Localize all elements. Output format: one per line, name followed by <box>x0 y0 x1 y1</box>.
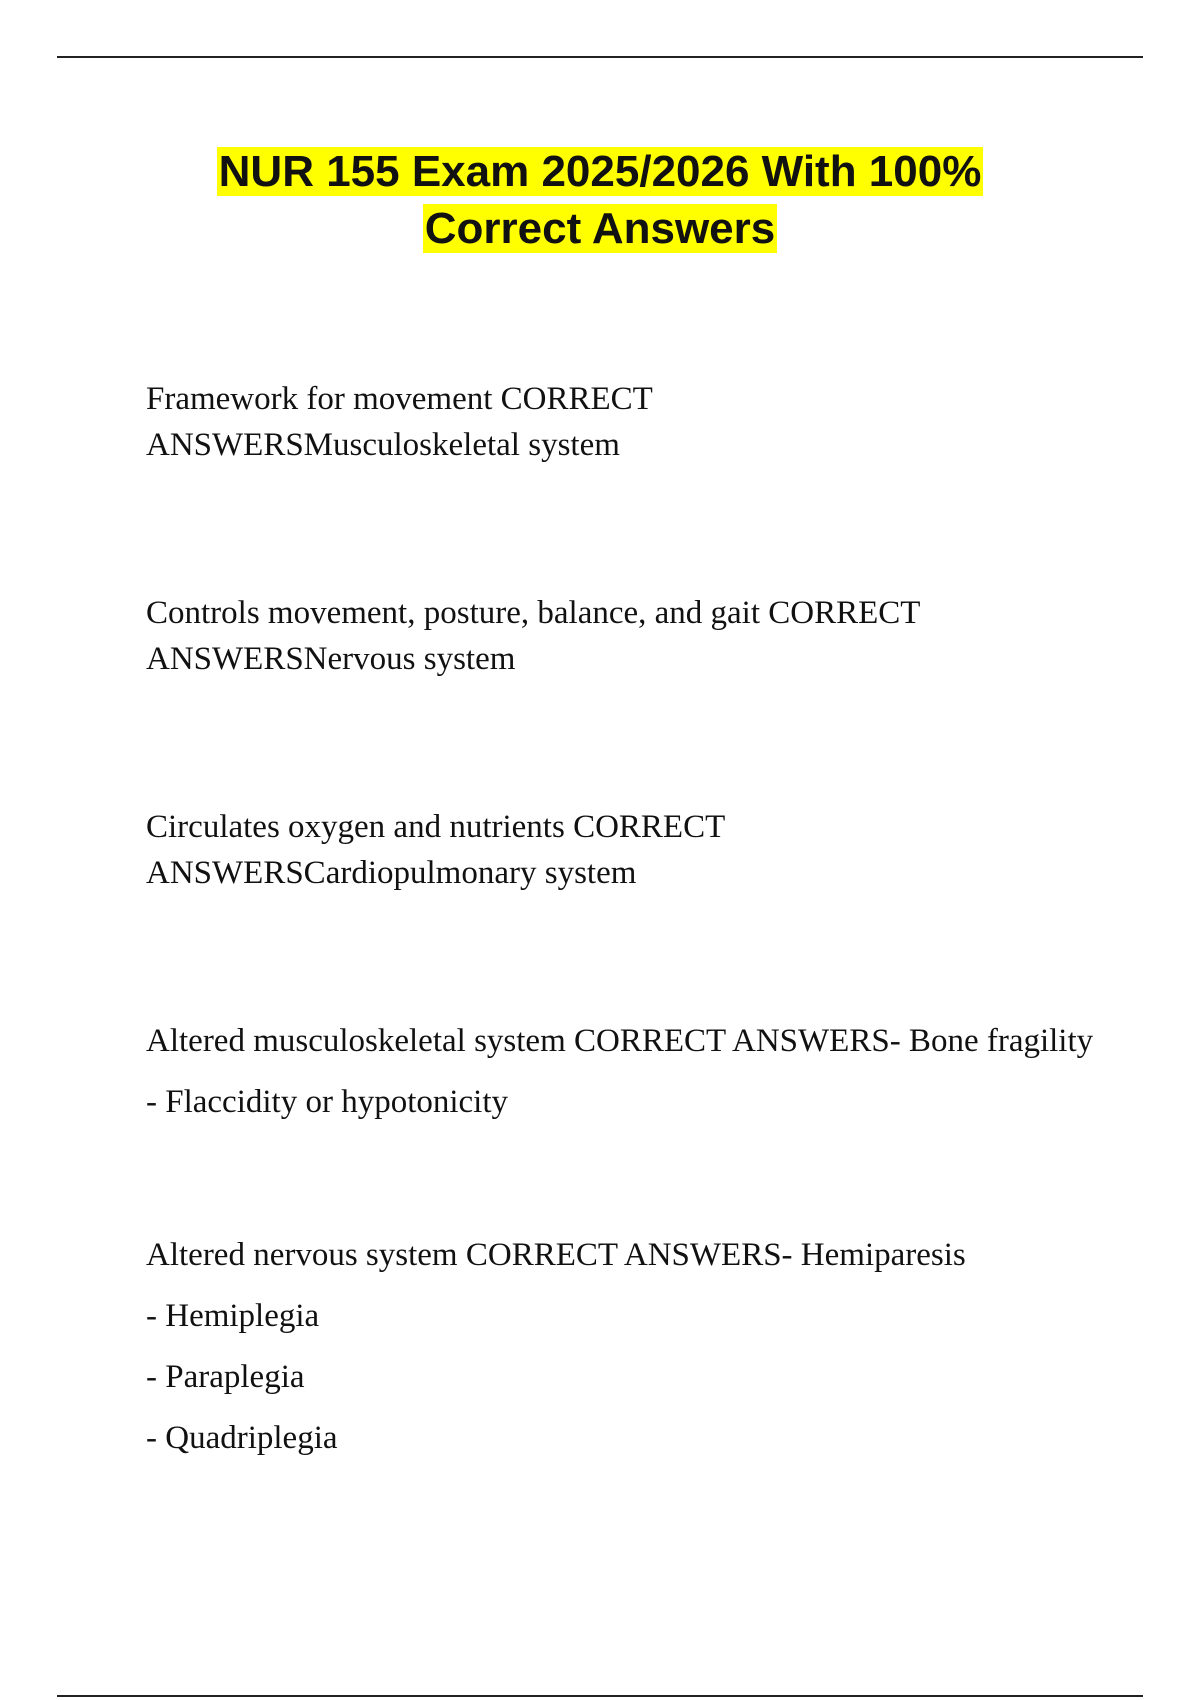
document-title <box>0 143 1200 257</box>
spacer <box>146 1125 1106 1232</box>
qa-text: Controls movement, posture, balance, and gait CORRECT ANSWERSNervous system <box>146 595 920 677</box>
list-item: - Paraplegia <box>146 1359 305 1395</box>
qa-item-1 <box>146 376 1106 468</box>
qa-item-3 <box>146 804 1106 896</box>
list-item: - Flaccidity or hypotonicity <box>146 1084 509 1120</box>
document-body <box>146 376 1106 1461</box>
title-highlight-2: Correct Answers <box>424 204 776 253</box>
top-rule <box>57 56 1143 58</box>
qa-text: Circulates oxygen and nutrients CORRECT ANSWERSCardiopulmonary system <box>146 809 725 891</box>
list-item: - Quadriplegia <box>146 1420 338 1456</box>
qa-item-2 <box>146 590 1106 682</box>
bottom-rule <box>57 1695 1143 1697</box>
title-highlight-1: NUR 155 Exam 2025/2026 With 100% <box>218 147 982 196</box>
title-line-1 <box>0 143 1200 200</box>
list-item: - Hemiplegia <box>146 1298 320 1334</box>
qa-text: Framework for movement CORRECT ANSWERSMusculoskeletal system <box>146 381 653 463</box>
title-line-2 <box>0 200 1200 257</box>
qa-text: Altered musculoskeletal system CORRECT ANSWERS- Bone fragility <box>146 1023 1094 1059</box>
qa-item-5 <box>146 1232 1106 1461</box>
qa-item-4 <box>146 1018 1106 1125</box>
qa-text: Altered nervous system CORRECT ANSWERS- Hemiparesis <box>146 1237 966 1273</box>
